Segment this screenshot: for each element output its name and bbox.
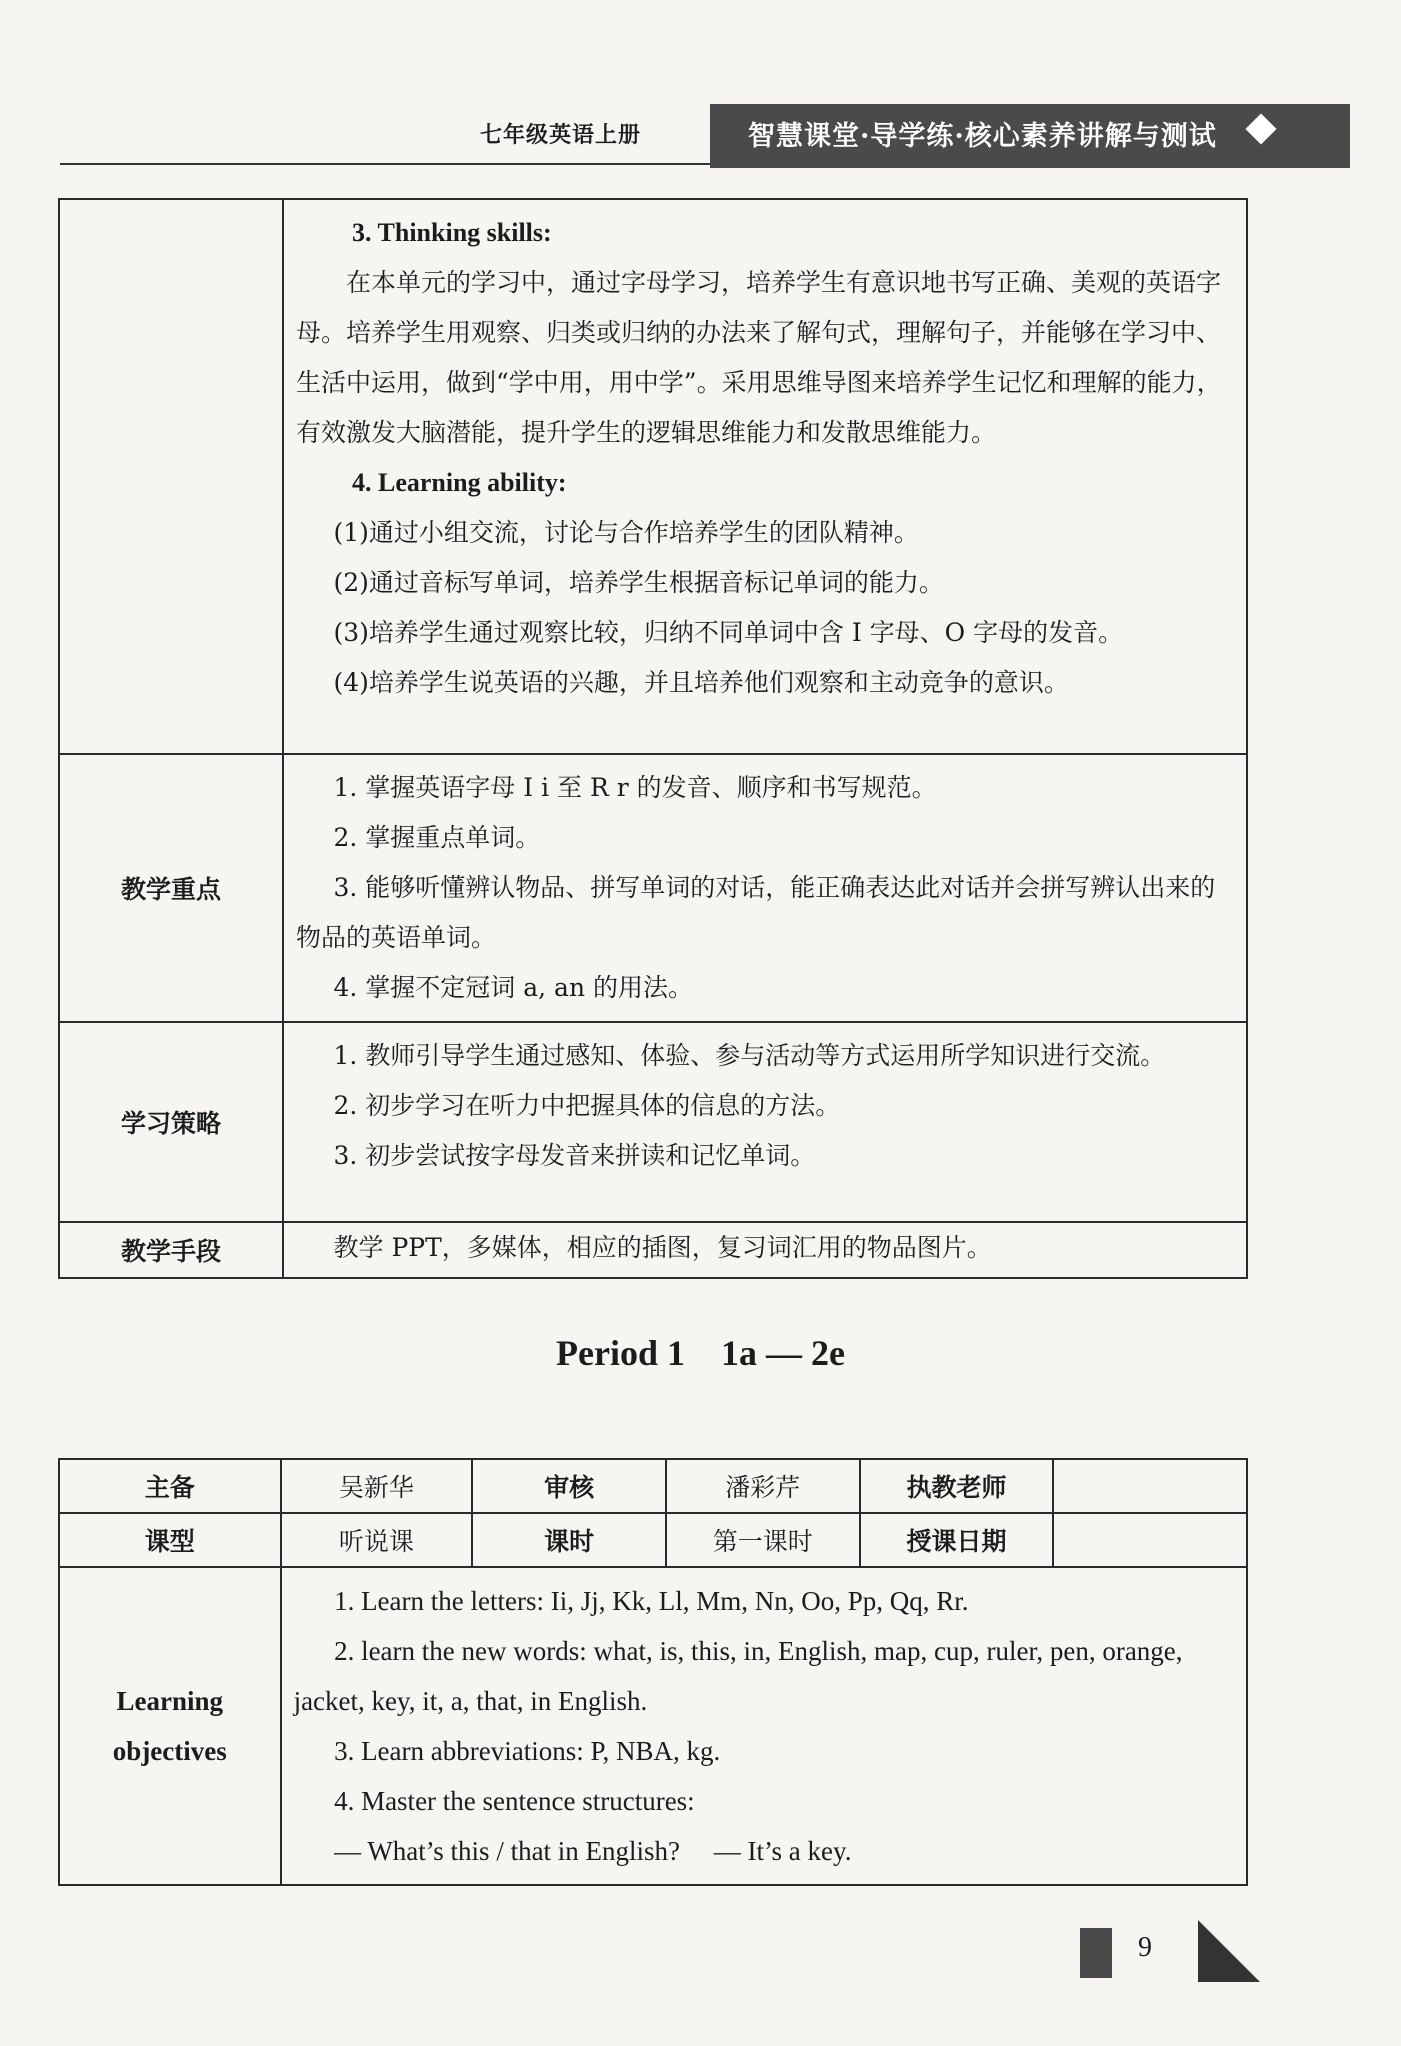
- means-cell: [283, 1222, 1247, 1278]
- list-item: (3)培养学生通过观察比较，归纳不同单词中含 I 字母、O 字母的发音。: [333, 618, 1124, 647]
- table-row: [59, 1222, 1247, 1278]
- table-cell: [1053, 1513, 1247, 1567]
- means-label: 教学手段: [59, 1222, 283, 1278]
- table-cell: 课时: [472, 1513, 666, 1567]
- table-cell: 主备: [59, 1459, 281, 1513]
- list-item: 3. 能够听懂辨认物品、拼写单词的对话，能正确表达此对话并会拼写辨认出来的物品的英语单词。: [296, 873, 1216, 952]
- list-item: 1. Learn the letters: Ii, Jj, Kk, Ll, Mm, Nn, Oo, Pp, Qq, Rr.: [334, 1586, 969, 1616]
- list-item: (2)通过音标写单词，培养学生根据音标记单词的能力。: [333, 568, 944, 597]
- table-cell: 审核: [472, 1459, 666, 1513]
- series-title: 智慧课堂·导学练·核心素养讲解与测试: [748, 121, 1217, 152]
- table-cell: 课型: [59, 1513, 281, 1567]
- list-item: 2. 掌握重点单词。: [333, 823, 541, 852]
- thinking-skills-heading: 3. Thinking skills:: [352, 218, 552, 247]
- objectives-label-line: Learning: [116, 1686, 224, 1716]
- learning-ability-heading: 4. Learning ability:: [352, 468, 567, 497]
- table-row: [59, 1513, 1247, 1567]
- list-item: 3. 初步尝试按字母发音来拼读和记忆单词。: [333, 1141, 816, 1170]
- list-item: 2. 初步学习在听力中把握具体的信息的方法。: [333, 1091, 841, 1120]
- teaching-goals-table: [58, 198, 1248, 1279]
- table-cell: 授课日期: [860, 1513, 1054, 1567]
- period-title: Period 1 1a — 2e: [556, 1333, 845, 1373]
- key-points-label: 教学重点: [59, 754, 283, 1022]
- list-item: 3. Learn abbreviations: P, NBA, kg.: [334, 1736, 721, 1766]
- strategy-label: 学习策略: [59, 1022, 283, 1222]
- key-points-cell: [283, 754, 1247, 1022]
- means-text: 教学 PPT，多媒体，相应的插图，复习词汇用的物品图片。: [333, 1233, 992, 1262]
- lesson-info-table: [58, 1458, 1248, 1886]
- table-cell: 第一课时: [666, 1513, 860, 1567]
- strategy-cell: [283, 1022, 1247, 1222]
- table-cell: 听说课: [281, 1513, 473, 1567]
- page-tab: [1080, 1928, 1112, 1978]
- table-cell: 吴新华: [281, 1459, 473, 1513]
- header-rule: [60, 163, 715, 165]
- objectives-label-line: objectives: [112, 1736, 227, 1766]
- objectives-cell: [281, 1567, 1247, 1885]
- list-item: 4. 掌握不定冠词 a, an 的用法。: [333, 973, 693, 1002]
- list-item: 4. Master the sentence structures:: [334, 1786, 695, 1816]
- book-title: 七年级英语上册: [480, 122, 642, 148]
- list-item: — What’s this / that in English? — It’s a key.: [334, 1836, 852, 1866]
- list-item: 2. learn the new words: what, is, this, in, English, map, cup, ruler, pen, orange, jacket, key, it, a, that, in English.: [293, 1636, 1183, 1716]
- list-item: 1. 教师引导学生通过感知、体验、参与活动等方式运用所学知识进行交流。: [333, 1041, 1166, 1070]
- table-cell: 潘彩芹: [666, 1459, 860, 1513]
- skills-cell: [283, 199, 1247, 754]
- thinking-skills-text: 在本单元的学习中，通过字母学习，培养学生有意识地书写正确、美观的英语字母。培养学生用观察、归类或归纳的办法来了解句式，理解句子，并能够在学习中、生活中运用，做到“学中用，用中学”。采用思维导图来培养学生记忆和理解的能力，有效激发大脑潜能，提升学生的逻辑思维能力和发散思维能力。: [296, 268, 1222, 447]
- table-row: [59, 1567, 1247, 1885]
- objectives-label: [59, 1567, 281, 1885]
- table-cell: 执教老师: [860, 1459, 1054, 1513]
- page-number: 9: [1138, 1932, 1152, 1963]
- list-item: 1. 掌握英语字母 I i 至 R r 的发音、顺序和书写规范。: [333, 773, 937, 802]
- list-item: (4)培养学生说英语的兴趣，并且培养他们观察和主动竞争的意识。: [333, 668, 1069, 697]
- table-row: [59, 199, 1247, 754]
- empty-label-cell: [59, 199, 283, 754]
- table-row: [59, 1459, 1247, 1513]
- list-item: (1)通过小组交流，讨论与合作培养学生的团队精神。: [333, 518, 919, 547]
- table-row: [59, 754, 1247, 1022]
- corner-triangle-icon: [1198, 1920, 1260, 1982]
- table-row: [59, 1022, 1247, 1222]
- table-cell: [1053, 1459, 1247, 1513]
